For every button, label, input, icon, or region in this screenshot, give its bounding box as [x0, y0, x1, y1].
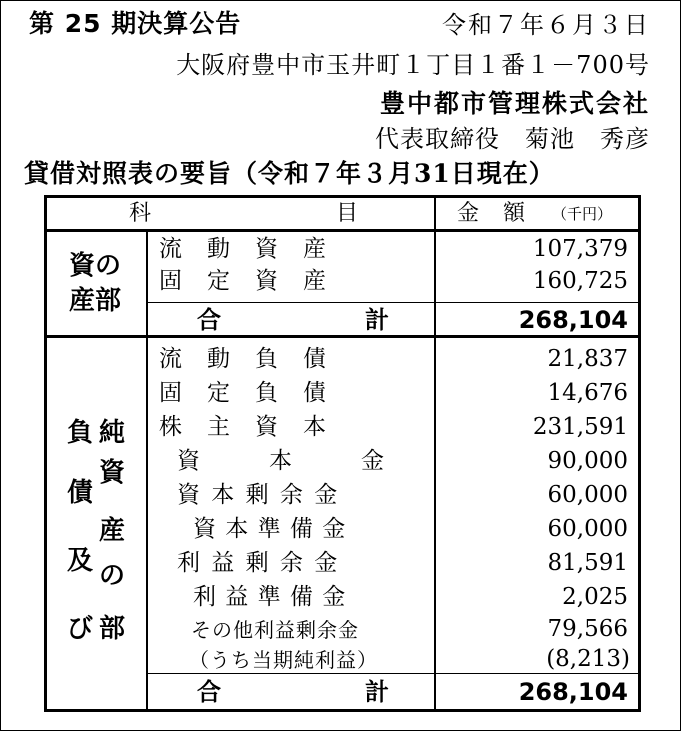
equity-row-value: 81,591 — [547, 550, 628, 576]
column-header-item: 科 目 — [129, 201, 360, 226]
equity-row-label: 株 主 資 本 — [159, 414, 327, 440]
company-address: 大阪府豊中市玉井町１丁目１番１－700号 — [176, 51, 650, 79]
header-divider — [47, 229, 638, 232]
liability-row-value: 14,676 — [547, 380, 628, 406]
column-header-unit: （千円） — [552, 205, 613, 223]
notice-date: 令和７年６月３日 — [442, 11, 650, 39]
assets-total-value: 268,104 — [518, 306, 628, 334]
liabilities-label-char: び — [67, 614, 94, 644]
net-assets-label-char: 部 — [99, 614, 126, 644]
equity-row-value: 2,025 — [562, 584, 628, 610]
net-income-value: (8,213) — [546, 646, 630, 672]
company-name: 豊中都市管理株式会社 — [379, 89, 650, 118]
net-assets-label-char: 産 — [99, 516, 126, 546]
liability-row-value: 21,837 — [547, 346, 628, 372]
net-income-label: （うち当期純利益） — [189, 648, 378, 672]
net-assets-label-char: 資 — [99, 458, 126, 488]
representative-name: 代表取締役 菊池 秀彦 — [375, 125, 650, 153]
asset-row-label: 流 動 資 産 — [159, 236, 327, 262]
notice-title: 第 25 期決算公告 — [29, 9, 242, 38]
equity-row-value: 79,566 — [547, 616, 628, 642]
equity-row-label: 資 本 準 備 金 — [193, 516, 347, 542]
equity-row-label: 資 本 剰 余 金 — [177, 482, 340, 508]
equity-row-label: 資 本 金 — [177, 448, 384, 474]
liabilities-label-char: 負 — [67, 418, 94, 448]
asset-row-value: 107,379 — [532, 236, 628, 262]
liabilities-total-label: 合 計 — [197, 678, 389, 706]
balance-sheet-title: 貸借対照表の要旨（令和７年３月31日現在） — [24, 159, 555, 188]
liabilities-total-value: 268,104 — [518, 678, 628, 706]
liability-row-label: 流 動 負 債 — [159, 346, 327, 372]
asset-total-divider — [147, 302, 638, 303]
assets-category-label-line1: 資の — [69, 251, 122, 281]
net-assets-label-char: 純 — [99, 418, 126, 448]
liability-total-divider — [147, 673, 638, 674]
equity-row-label: 利 益 準 備 金 — [193, 584, 347, 610]
category-column-divider — [146, 232, 148, 709]
asset-row-value: 160,725 — [532, 268, 628, 294]
section-divider — [47, 335, 638, 338]
asset-row-label: 固 定 資 産 — [159, 268, 327, 294]
liabilities-label-char: 債 — [67, 478, 94, 508]
equity-row-label: 利 益 剰 余 金 — [177, 550, 340, 576]
assets-total-label: 合 計 — [197, 306, 389, 334]
equity-row-value: 60,000 — [547, 482, 628, 508]
column-header-amount: 金 額 — [457, 201, 527, 226]
assets-category-label-line2: 産部 — [69, 286, 122, 316]
liabilities-label-char: 及 — [67, 546, 94, 576]
equity-row-label: その他利益剰余金 — [191, 618, 359, 642]
balance-sheet-table — [44, 195, 641, 712]
liability-row-label: 固 定 負 債 — [159, 380, 327, 406]
equity-row-value: 231,591 — [532, 414, 628, 440]
amount-column-divider — [434, 198, 436, 709]
net-assets-label-char: の — [99, 561, 126, 591]
equity-row-value: 60,000 — [547, 516, 628, 542]
equity-row-value: 90,000 — [547, 448, 628, 474]
